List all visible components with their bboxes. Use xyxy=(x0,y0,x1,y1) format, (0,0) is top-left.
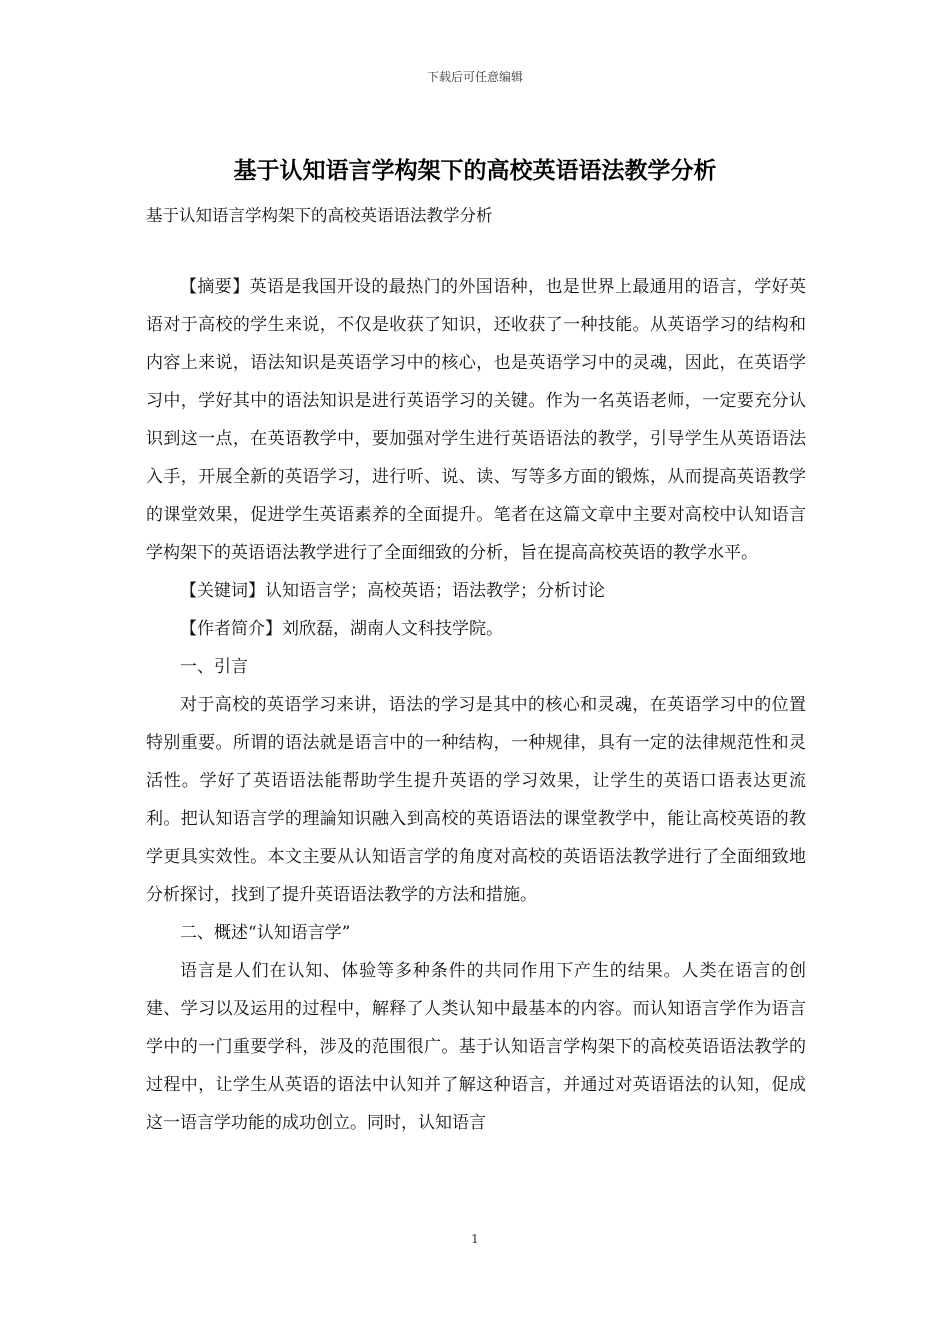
section-heading-overview: 二、概述“认知语言学” xyxy=(180,923,351,943)
author-paragraph: 【作者简介】刘欣磊，湖南人文科技学院。 xyxy=(180,619,503,639)
page-number: 1 xyxy=(471,1232,479,1246)
overview-paragraph: 语言是人们在认知、体验等多种条件的共同作用下产生的结果。人类在语言的创建、学习以及运用的过程中，解释了人类认知中最基本的内容。而认知语言学作为语言学中的一门重要学科，涉及的范围很广。基于认知语言学构架下的高校英语语法教学的过程中，让学生从英语的语法中认知并了解这种语言，并通过对英语语法的认知，促成这一语言学功能的成功创立。同时，认知语言 xyxy=(146,961,806,1133)
abstract-paragraph: 【摘要】英语是我国开设的最热门的外国语种，也是世界上最通用的语言，学好英语对于高校的学生来说，不仅是收获了知识，还收获了一种技能。从英语学习的结构和内容上来说，语法知识是英语学习中的核心，也是英语学习中的灵魂，因此，在英语学习中，学好其中的语法知识是进行英语学习的关键。作为一名英语老师，一定要充分认识到这一点，在英语教学中，要加强对学生进行英语语法的教学，引导学生从英语语法入手，开展全新的英语学习，进行听、说、读、写等多方面的锻炼，从而提高英语教学的课堂效果，促进学生英语素养的全面提升。笔者在这篇文章中主要对高校中认知语言学构架下的英语语法教学进行了全面细致的分析，旨在提高高校英语的教学水平。 xyxy=(146,277,806,563)
section-heading-introduction: 一、引言 xyxy=(180,657,248,677)
keywords-paragraph: 【关键词】认知语言学；高校英语；语法教学；分析讨论 xyxy=(180,581,605,601)
introduction-paragraph: 对于高校的英语学习来讲，语法的学习是其中的核心和灵魂，在英语学习中的位置特别重要。所谓的语法就是语言中的一种结构，一种规律，具有一定的法律规范性和灵活性。学好了英语语法能帮助学生提升英语的学习效果，让学生的英语口语表达更流利。把认知语言学的理論知识融入到高校的英语语法的课堂教学中，能让高校英语的教学更具实效性。本文主要从认知语言学的角度对高校的英语语法教学进行了全面细致地分析探讨，找到了提升英语语法教学的方法和措施。 xyxy=(146,695,806,905)
document-title: 基于认知语言学构架下的高校英语语法教学分析 xyxy=(233,157,717,184)
header-note: 下载后可任意编辑 xyxy=(426,70,523,84)
document-subtitle: 基于认知语言学构架下的高校英语语法教学分析 xyxy=(146,206,493,225)
document-body xyxy=(146,268,806,1142)
